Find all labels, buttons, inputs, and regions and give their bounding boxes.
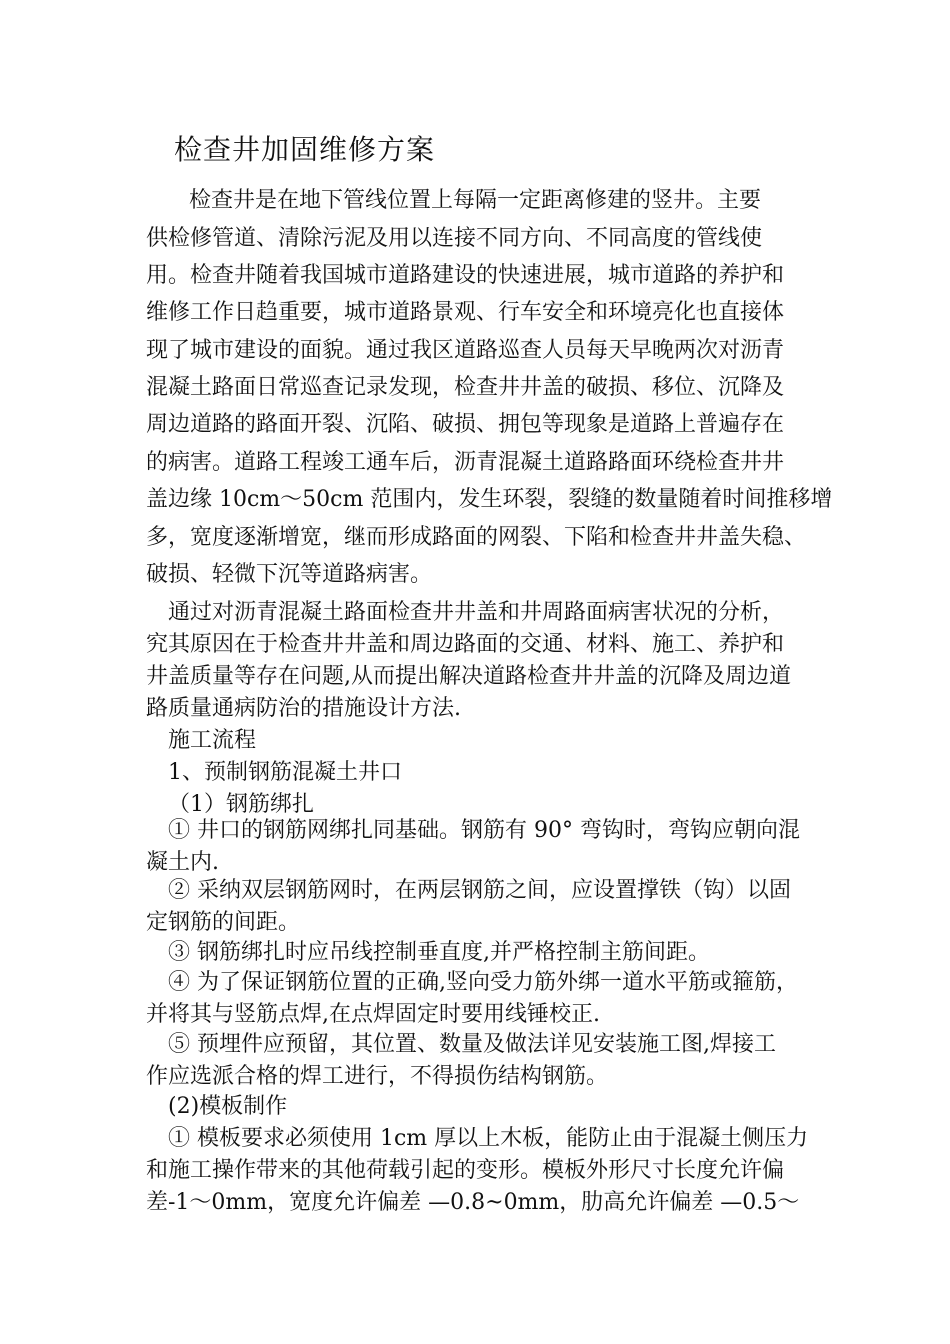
list-item-line: 和施工操作带来的其他荷载引起的变形。模板外形尺寸长度允许偏 <box>146 1158 785 1183</box>
paragraph-line: 多，宽度逐渐增宽，继而形成路面的网裂、下陷和检查井井盖失稳、 <box>146 525 807 550</box>
paragraph-line: 现了城市建设的面貌。通过我区道路巡查人员每天早晚两次对沥青 <box>146 338 785 363</box>
list-item-line: 并将其与竖筋点焊,在点焊固定时要用线锤校正. <box>146 1002 600 1027</box>
paragraph-line: 用。检查井随着我国城市道路建设的快速进展，城市道路的养护和 <box>146 263 785 288</box>
paragraph-line: 供检修管道、清除污泥及用以连接不同方向、不同高度的管线使 <box>146 226 763 251</box>
paragraph-line: 的病害。道路工程竣工通车后，沥青混凝土道路路面环绕检查井井 <box>146 450 785 475</box>
document-title: 检查井加固维修方案 <box>174 133 436 166</box>
subsection-heading: (2)模板制作 <box>168 1094 288 1119</box>
list-item-line: ① 井口的钢筋网绑扎同基础。钢筋有 90° 弯钩时，弯钩应朝向混 <box>168 818 800 843</box>
list-item-line: ① 模板要求必须使用 1cm 厚以上木板，能防止由于混凝土侧压力 <box>168 1126 809 1151</box>
list-item-line: 差-1～0mm，宽度允许偏差 —0.8~0mm，肋高允许偏差 —0.5～ <box>146 1190 800 1215</box>
list-item-line: 作应选派合格的焊工进行，不得损伤结构钢筋。 <box>146 1064 609 1089</box>
paragraph-line: 路质量通病防治的措施设计方法. <box>146 696 461 721</box>
paragraph-line: 井盖质量等存在问题,从而提出解决道路检查井井盖的沉降及周边道 <box>146 664 791 689</box>
list-item-line: 凝土内. <box>146 850 219 875</box>
paragraph-line: 检查井是在地下管线位置上每隔一定距离修建的竖井。主要 <box>189 188 762 213</box>
paragraph-line: 破损、轻微下沉等道路病害。 <box>146 562 433 587</box>
section-heading: 1、预制钢筋混凝土井口 <box>168 760 402 785</box>
list-item-line: 定钢筋的间距。 <box>146 910 301 935</box>
paragraph-line: 周边道路的路面开裂、沉陷、破损、拥包等现象是道路上普遍存在 <box>146 412 785 437</box>
list-item-line: ④ 为了保证钢筋位置的正确,竖向受力筋外绑一道水平筋或箍筋， <box>168 970 798 995</box>
section-heading: 施工流程 <box>168 728 257 753</box>
paragraph-line: 混凝土路面日常巡查记录发现，检查井井盖的破损、移位、沉降及 <box>146 375 785 400</box>
list-item-line: ② 采纳双层钢筋网时，在两层钢筋之间，应设置撑铁（钩）以固 <box>168 878 791 903</box>
list-item-line: ⑤ 预埋件应预留，其位置、数量及做法详见安装施工图,焊接工 <box>168 1032 776 1057</box>
paragraph-line: 维修工作日趋重要，城市道路景观、行车安全和环境亮化也直接体 <box>146 300 785 325</box>
paragraph-line: 盖边缘 10cm～50cm 范围内，发生环裂，裂缝的数量随着时间推移增 <box>146 487 833 512</box>
subsection-heading: （1）钢筋绑扎 <box>168 792 314 817</box>
paragraph-line: 通过对沥青混凝土路面检查井井盖和井周路面病害状况的分析， <box>168 600 785 625</box>
list-item-line: ③ 钢筋绑扎时应吊线控制垂直度,并严格控制主筋间距。 <box>168 940 710 965</box>
paragraph-line: 究其原因在于检查井井盖和周边路面的交通、材料、施工、养护和 <box>146 632 785 657</box>
